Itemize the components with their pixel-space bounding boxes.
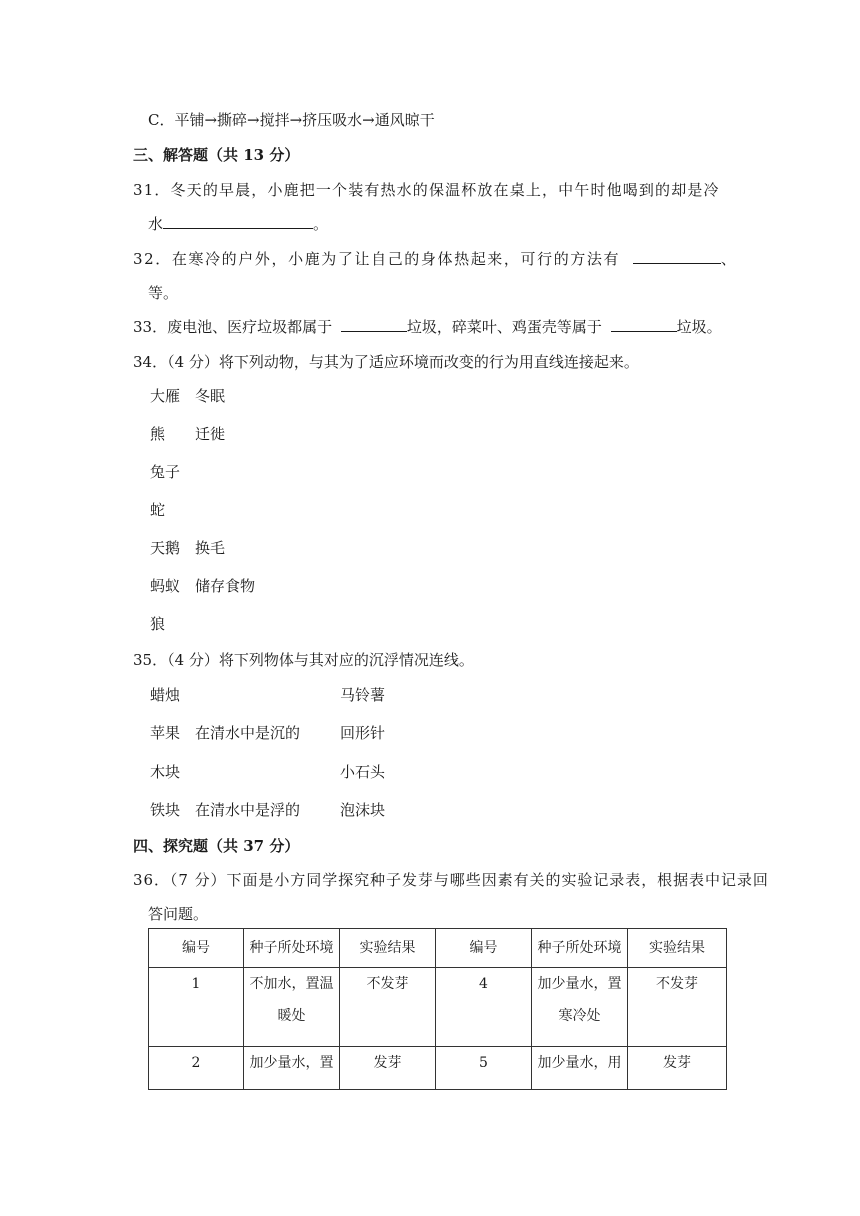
- table-cell: 加少量水，用: [532, 1047, 628, 1090]
- table-header-cell: 种子所处环境: [244, 929, 340, 968]
- behavior-item: 迁徙: [195, 425, 226, 443]
- table-header-cell: 种子所处环境: [532, 929, 628, 968]
- question-32-separator: 、: [720, 250, 736, 268]
- behavior-item: 储存食物: [195, 577, 256, 595]
- table-cell: 不加水，置温暖处: [244, 968, 340, 1047]
- behavior-item: 冬眠: [195, 387, 226, 405]
- animal-item: 熊: [150, 425, 166, 443]
- answer-blank-33a[interactable]: [341, 317, 407, 332]
- table-cell: 不发芽: [340, 968, 436, 1047]
- table-cell: 加少量水，置: [244, 1047, 340, 1090]
- table-row: [149, 1047, 727, 1090]
- animal-item: 蛇: [150, 501, 166, 519]
- question-35: 35．（4 分）将下列物体与其对应的沉浮情况连线。: [133, 651, 474, 669]
- animal-item: 狼: [150, 615, 166, 633]
- question-36-continuation: 答问题。: [148, 905, 209, 923]
- section-4-heading: 四、探究题（共 37 分）: [133, 837, 300, 855]
- question-33-part3: 垃圾。: [676, 318, 722, 336]
- behavior-item: 换毛: [195, 539, 226, 557]
- table-row: [149, 968, 727, 1047]
- answer-blank-32[interactable]: [633, 249, 721, 264]
- table-header-cell: 编号: [149, 929, 244, 968]
- buoyancy-state: 在清水中是沉的: [195, 724, 301, 742]
- table-cell: 加少量水，置寒冷处: [532, 968, 628, 1047]
- answer-blank-33b[interactable]: [611, 317, 677, 332]
- animal-item: 大雁: [150, 387, 181, 405]
- section-3-heading: 三、解答题（共 13 分）: [133, 146, 300, 164]
- table-cell: 2: [149, 1047, 244, 1090]
- table-cell: 5: [436, 1047, 532, 1090]
- table-cell: 不发芽: [628, 968, 727, 1047]
- question-33-part1: 33．废电池、医疗垃圾都属于: [133, 318, 333, 336]
- animal-item: 兔子: [150, 463, 181, 481]
- question-32-text: 32．在寒冷的户外，小鹿为了让自己的身体热起来，可行的方法有: [133, 250, 621, 268]
- object-item-right: 泡沫块: [340, 801, 386, 819]
- object-item-right: 回形针: [340, 724, 386, 742]
- object-item: 木块: [150, 763, 181, 781]
- question-31-prefix: 水: [148, 215, 164, 233]
- object-item: 苹果: [150, 724, 181, 742]
- table-header-cell: 编号: [436, 929, 532, 968]
- question-32: [133, 249, 736, 269]
- table-cell: 4: [436, 968, 532, 1047]
- table-header-cell: 实验结果: [628, 929, 727, 968]
- animal-item: 蚂蚁: [150, 577, 181, 595]
- object-item: 铁块: [150, 801, 181, 819]
- option-c: C．平铺→撕碎→搅拌→挤压吸水→通风晾干: [148, 111, 435, 129]
- table-cell: 1: [149, 968, 244, 1047]
- table-header-row: [149, 929, 727, 968]
- answer-blank-31[interactable]: [163, 214, 313, 229]
- question-33: [133, 317, 722, 337]
- object-item-right: 小石头: [340, 763, 386, 781]
- animal-item: 天鹅: [150, 539, 181, 557]
- question-34: 34．（4 分）将下列动物，与其为了适应环境而改变的行为用直线连接起来。: [133, 353, 639, 371]
- table-cell: 发芽: [628, 1047, 727, 1090]
- buoyancy-state: 在清水中是浮的: [195, 801, 301, 819]
- question-36: 36．（7 分）下面是小方同学探究种子发芽与哪些因素有关的实验记录表，根据表中记录回: [133, 871, 769, 889]
- question-32-continuation: 等。: [148, 284, 179, 302]
- question-31: 31．冬天的早晨，小鹿把一个装有热水的保温杯放在桌上，中午时他喝到的却是冷: [133, 181, 720, 199]
- object-item: 蜡烛: [150, 686, 181, 704]
- object-item-right: 马铃薯: [340, 686, 386, 704]
- question-33-part2: 垃圾，碎菜叶、鸡蛋壳等属于: [406, 318, 602, 336]
- experiment-record-table: [148, 928, 727, 1090]
- table-header-cell: 实验结果: [340, 929, 436, 968]
- table-cell: 发芽: [340, 1047, 436, 1090]
- question-31-continuation: [148, 214, 328, 234]
- question-31-suffix: 。: [313, 215, 329, 233]
